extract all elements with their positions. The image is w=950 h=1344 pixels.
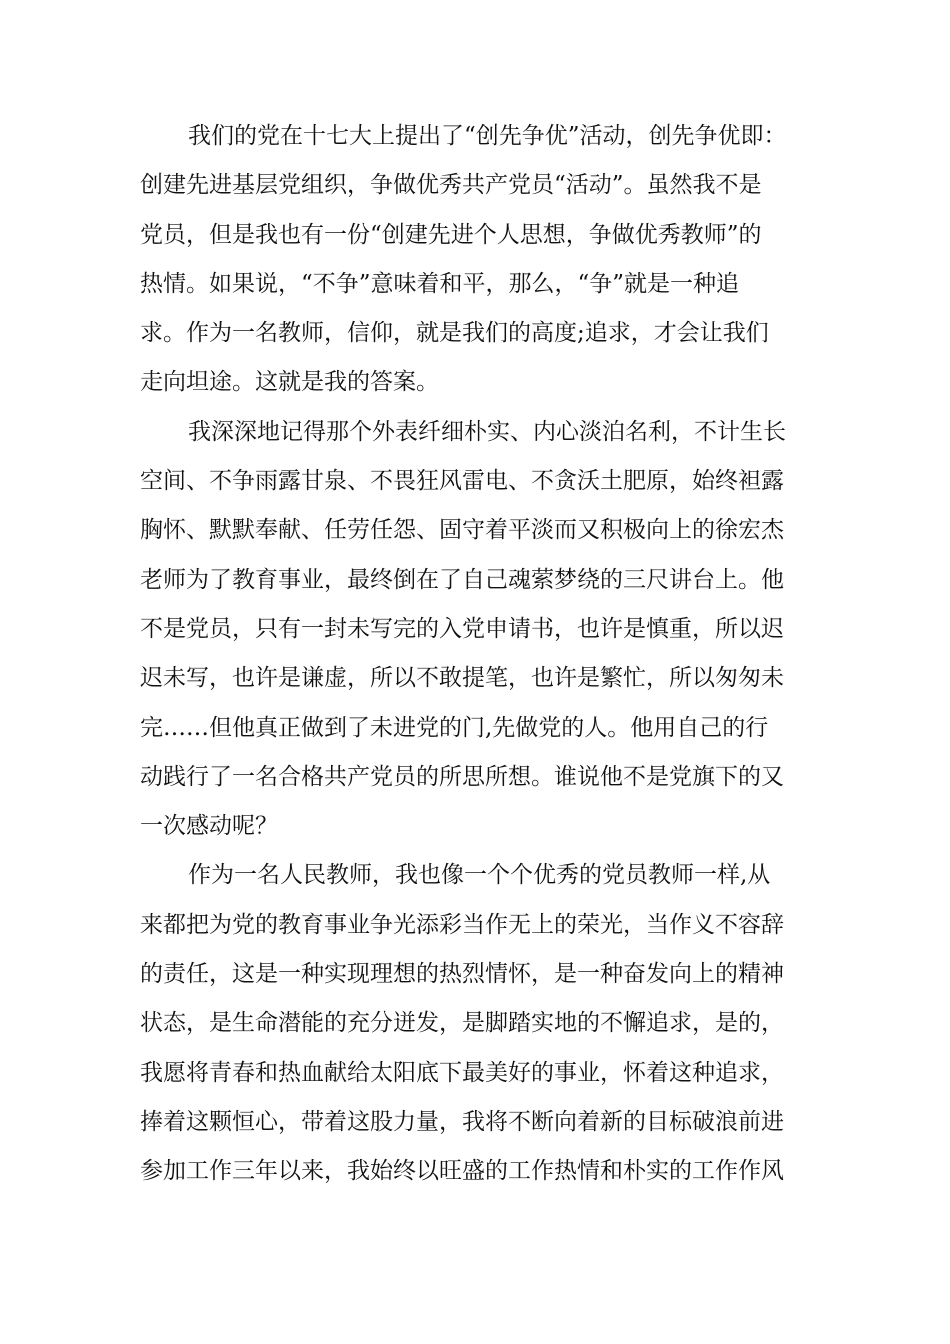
paragraph-1 <box>140 112 830 408</box>
paragraph-2 <box>140 408 830 852</box>
document-page <box>140 112 830 1197</box>
text-line: 空间、不争雨露甘泉、不畏狂风雷电、不贪沃土肥原，始终袒露 <box>140 468 784 495</box>
text-line: 热情。如果说，“不争”意味着和平，那么，“争”就是一种追 <box>140 270 740 297</box>
text-line: 捧着这颗恒心，带着这股力量，我将不断向着新的目标破浪前进 <box>140 1108 784 1135</box>
text-line: 老师为了教育事业，最终倒在了自己魂萦梦绕的三尺讲台上。他 <box>140 566 784 593</box>
paragraph-3 <box>140 851 830 1196</box>
text-line: 完……但他真正做到了未进党的门,先做党的人。他用自己的行 <box>140 714 769 741</box>
text-line: 来都把为党的教育事业争光添彩当作无上的荣光，当作义不容辞 <box>140 911 784 938</box>
text-line: 走向坦途。这就是我的答案。 <box>140 369 439 396</box>
text-line: 不是党员，只有一封未写完的入党申请书，也许是慎重，所以迟 <box>140 615 784 642</box>
text-line: 党员，但是我也有一份“创建先进个人思想，争做优秀教师”的 <box>140 221 762 248</box>
text-line: 创建先进基层党组织，争做优秀共产党员“活动”。虽然我不是 <box>140 172 762 199</box>
text-line: 我愿将青春和热血献给太阳底下最美好的事业，怀着这种追求， <box>140 1059 784 1086</box>
text-line: 状态，是生命潜能的充分迸发，是脚踏实地的不懈追求，是的， <box>140 1010 784 1037</box>
text-line: 一次感动呢？ <box>140 813 278 840</box>
text-line: 我深深地记得那个外表纤细朴实、内心淡泊名利，不计生长 <box>188 418 786 445</box>
text-line: 的责任，这是一种实现理想的热烈情怀，是一种奋发向上的精神 <box>140 961 784 988</box>
text-line: 我们的党在十七大上提出了“创先争优”活动，创先争优即： <box>188 123 787 149</box>
text-line: 参加工作三年以来，我始终以旺盛的工作热情和朴实的工作作风 <box>140 1158 784 1185</box>
text-line: 作为一名人民教师，我也像一个个优秀的党员教师一样,从 <box>188 862 771 889</box>
text-line: 动践行了一名合格共产党员的所思所想。谁说他不是党旗下的又 <box>140 763 784 790</box>
text-line: 求。作为一名教师，信仰，就是我们的高度;追求，才会让我们 <box>140 320 769 347</box>
text-line: 迟未写，也许是谦虚，所以不敢提笔，也许是繁忙，所以匆匆未 <box>140 665 784 692</box>
text-line: 胸怀、默默奉献、任劳任怨、固守着平淡而又积极向上的徐宏杰 <box>140 517 784 544</box>
